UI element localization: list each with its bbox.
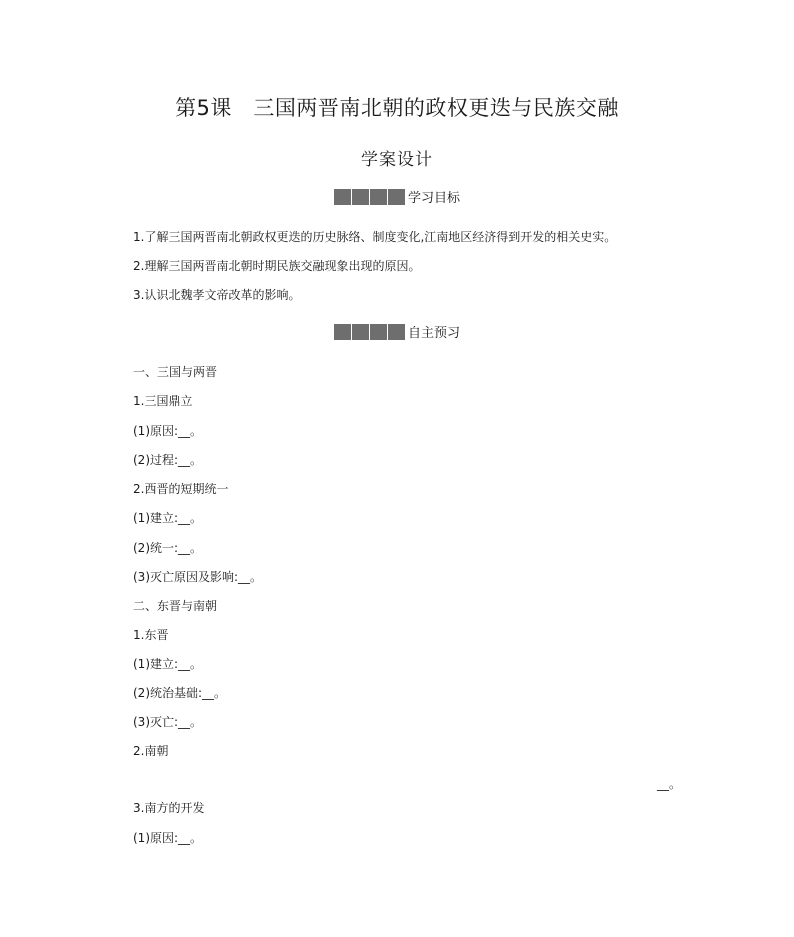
outline-line: (1)建立:__。 [133, 657, 203, 671]
lesson-title: 第5课 三国两晋南北朝的政权更迭与民族交融 [175, 96, 619, 120]
outline-line: 2.西晋的短期统一 [133, 482, 229, 496]
heading-decoration-blocks [334, 324, 406, 340]
section-heading-label: 学习目标 [407, 191, 460, 206]
objective-item: 1.了解三国两晋南北朝政权更迭的历史脉络、制度变化,江南地区经济得到开发的相关史实。 [133, 230, 617, 244]
outline-line: (2)统一:__。 [133, 541, 203, 555]
lesson-subtitle: 学案设计 [361, 150, 433, 170]
outline-line: 1.东晋 [133, 628, 169, 642]
section-heading-preview [0, 322, 794, 341]
outline-line: (2)过程:__。 [133, 453, 203, 467]
heading-decoration-blocks [334, 189, 406, 205]
outline-line: 一、三国与两晋 [133, 365, 218, 379]
objective-item: 2.理解三国两晋南北朝时期民族交融现象出现的原因。 [133, 259, 421, 273]
section-heading-objectives [0, 187, 794, 206]
outline-line: (1)原因:__。 [133, 424, 203, 438]
outline-line: (3)灭亡原因及影响:__。 [133, 570, 263, 584]
outline-line: (3)灭亡:__。 [133, 715, 203, 729]
section-heading-label: 自主预习 [407, 326, 460, 341]
objective-item: 3.认识北魏孝文帝改革的影响。 [133, 288, 301, 302]
trailing-blank: __。 [657, 777, 682, 791]
outline-line: 1.三国鼎立 [133, 394, 193, 408]
outline-line: (1)原因:__。 [133, 831, 203, 845]
outline-line: 3.南方的开发 [133, 801, 205, 815]
outline-line: 2.南朝 [133, 744, 169, 758]
outline-line: 二、东晋与南朝 [133, 599, 218, 613]
outline-line: (2)统治基础:__。 [133, 686, 227, 700]
outline-line: (1)建立:__。 [133, 511, 203, 525]
